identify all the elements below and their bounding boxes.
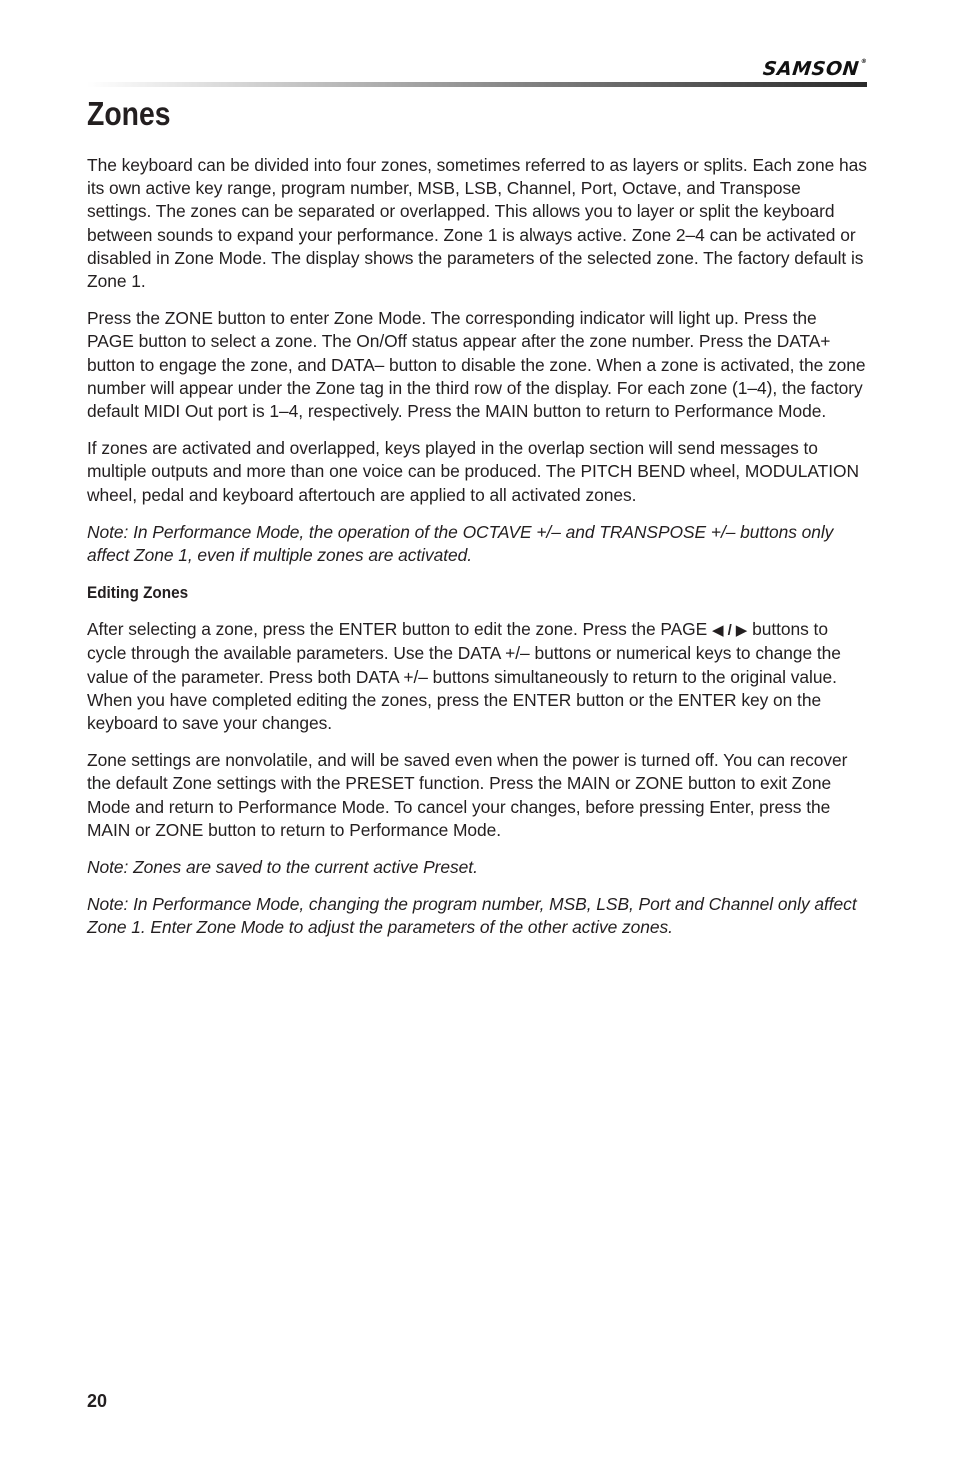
octave-transpose-note: Note: In Performance Mode, the operation of the OCTAVE +/– and TRANSPOSE +/– buttons only affect Zone 1, even if multiple zones are activated. bbox=[87, 521, 834, 566]
nonvolatile-paragraph: Zone settings are nonvolatile, and will be saved even when the power is turned off. You can recover the default Zone settings with the PRESET function. Press the MAIN or ZONE button to exit Zone Mode and return to Performance Mode. To cancel your changes, before pressing Enter, press the MAIN or ZONE button to return to Performance Mode. bbox=[87, 750, 848, 840]
intro-paragraph: The keyboard can be divided into four zones, sometimes referred to as layers or splits. Each zone has its own active key range, program number, MSB, LSB, Channel, Port, Octave, and Transpose settings. The zones can be separated or overlapped. This allows you to layer or split the keyboard between sounds to expand your performance. Zone 1 is always active. Zone 2–4 can be activated or disabled in Zone Mode. The display shows the parameters of the selected zone. The factory default is Zone 1. bbox=[87, 155, 867, 292]
editing-zones-heading: Editing Zones bbox=[87, 583, 189, 603]
samson-logo-text: SAMSON bbox=[762, 58, 861, 80]
editing-paragraph bbox=[87, 618, 867, 735]
preset-note: Note: Zones are saved to the current active Preset. bbox=[87, 857, 478, 878]
registered-mark: ® bbox=[860, 58, 869, 65]
page-number: 20 bbox=[87, 1391, 108, 1411]
samson-logo bbox=[762, 58, 868, 80]
zone-mode-paragraph: Press the ZONE button to enter Zone Mode. The corresponding indicator will light up. Press the PAGE button to select a zone. The On/Off status appear after the zone number. Press the DATA+ button to engage the zone, and DATA– button to disable the zone. When a zone is activated, the zone number will appear under the Zone tag in the third row of the display. For each zone (1–4), the factory default MIDI Out port is 1–4, respectively. Press the MAIN button to return to Performance Mode. bbox=[87, 308, 866, 422]
page-title: Zones bbox=[87, 95, 171, 132]
header-gradient-rule bbox=[87, 82, 867, 87]
overlap-paragraph: If zones are activated and overlapped, keys played in the overlap section will send messages to multiple outputs and more than one voice can be produced. The PITCH BEND wheel, MODULATION wheel, pedal and keyboard aftertouch are applied to all activated zones. bbox=[87, 438, 860, 505]
performance-mode-note: Note: In Performance Mode, changing the program number, MSB, LSB, Port and Channel only affect Zone 1. Enter Zone Mode to adjust the parameters of the other active zones. bbox=[87, 894, 857, 938]
editing-text-after: buttons to cycle through the available parameters. Use the DATA +/– buttons or numerical keys to change the value of the parameter. Press both DATA +/– buttons simultaneously to return to the original value. When you have completed editing the zones, press the ENTER button or the ENTER key on the keyboard to save your changes. bbox=[87, 619, 841, 734]
page-arrows-icon: ◀ / ▶ bbox=[711, 622, 748, 640]
page-content bbox=[87, 92, 867, 954]
editing-text-before: After selecting a zone, press the ENTER button to edit the zone. Press the PAGE bbox=[87, 619, 712, 640]
